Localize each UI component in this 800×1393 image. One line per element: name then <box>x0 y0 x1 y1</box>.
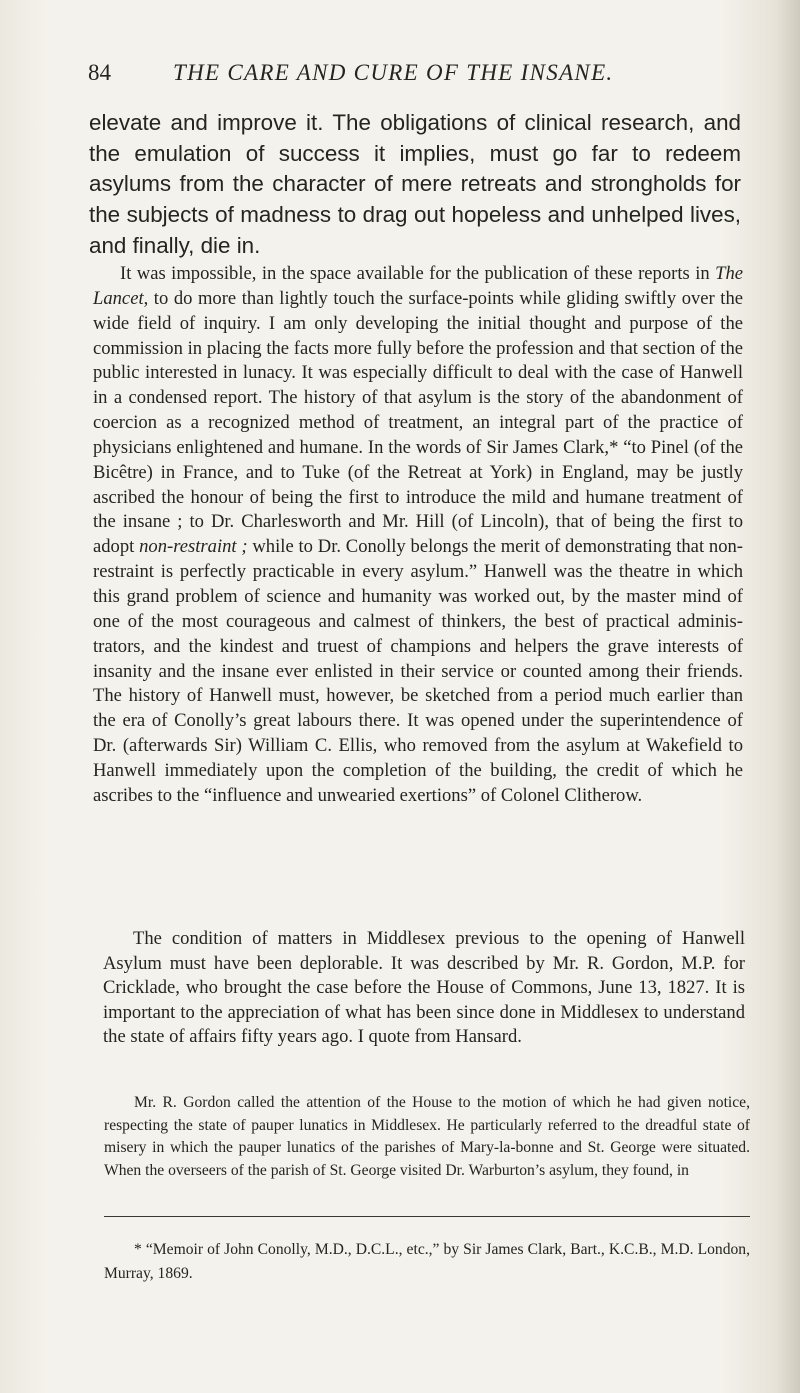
journal-title: The Lancet <box>93 263 743 309</box>
running-title: THE CARE AND CURE OF THE INSANE. <box>173 60 614 85</box>
paragraph-hanwell-history <box>93 262 743 809</box>
lead-paragraph: elevate and improve it. The obligations of clinical research, and the emulation of success it implies, must go far to redeem asylums from the character of mere retreats and strongholds for the subjects of madness to drag out hopeless and unhelped lives, and finally, die in. <box>89 110 741 258</box>
paragraph-middlesex: The condition of matters in Middlesex previous to the opening of Hanwell Asylum must have been deplorable. It was described by Mr. R. Gordon, M.P. for Cricklade, who brought the case before the House of Commons, June 13, 1827. It is important to the appreciation of what has been since done in Middlesex to understand the state of affairs fifty years ago. I quote from Hansard. <box>103 928 745 1048</box>
paragraph-text: It was impossible, in the space available for the publication of these reports in <box>120 263 716 284</box>
emphasis-term: non-restraint ; <box>139 536 248 558</box>
page-header <box>88 60 748 92</box>
paragraph-text: , to do more than lightly touch the surface-points while gliding swiftly over the wide field of inquiry. I am only developing the initial thought and purpose of the commission in placing the facts more fully before the profession and that section of the public interested in lunacy. It was especially difficult to deal with the case of Hanwell in a condensed report. The history of that asylum is the story of the abandonment of coercion as a recognized method of treatment, an integral part of the practice of physicians enlightened and humane. In the words of Sir James Clark,* “to Pinel (of the Bicêtre) in France, and to Tuke (of the Retreat at York) in England, may be justly ascribed the honour of being the first to introduce the mild and humane treatment of the insane ; to Dr. Charlesworth and Mr. Hill (of Lincoln), that of being the first to adopt <box>93 287 743 558</box>
footnote: * “Memoir of John Conolly, M.D., D.C.L., etc.,” by Sir James Clark, Bart., K.C.B., M.D. London, Murray, 1869. <box>104 1241 750 1282</box>
hansard-quotation: Mr. R. Gordon called the attention of the House to the motion of which he had given notice, respecting the state of pauper lunatics in Middlesex. He particularly referred to the dreadful state of misery in which the pauper lunatics of the parishes of Mary-la-bonne and St. George were situated. When the overseers of the parish of St. George visited Dr. Warburton’s asylum, they found, in <box>104 1094 750 1179</box>
page-number: 84 <box>88 60 111 85</box>
paragraph-text: while to Dr. Conolly belongs the merit of demonstrating that non-restraint is perfectly practicable in every asylum.” Hanwell was the theatre in which this grand problem of science and humanity was worked out, by the master mind of one of the most courageous and calmest of thinkers, the best of practical administrators, and the kindest and truest of champions and helpers the grave interests of insanity and the insane ever enlisted in their service or counted among their friends. The history of Hanwell must, however, be sketched from a period much earlier than the era of Conolly’s great labours there. It was opened under the superintendence of Dr. (afterwards Sir) William C. Ellis, who removed from the asylum at Wakefield to Hanwell immediately upon the completion of the building, the credit of which he ascribes to the “influence and unwearied exertions” of Colonel Clitherow. <box>93 536 743 806</box>
footnote-divider <box>104 1216 750 1217</box>
